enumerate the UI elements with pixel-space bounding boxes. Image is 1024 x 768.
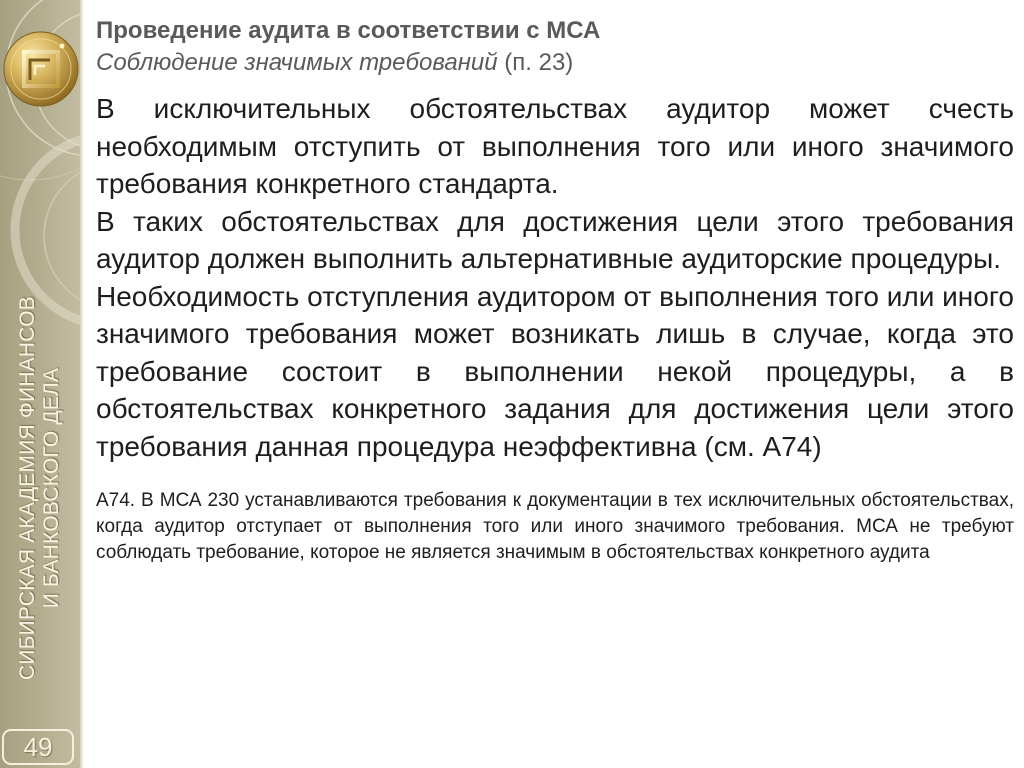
- slide-body: [96, 90, 1014, 566]
- subtitle-reference: (п. 23): [504, 49, 574, 76]
- body-paragraph-2: В таких обстоятельствах для достижения цели этого требования аудитор должен выполнить альтернативные аудиторские процедуры.: [96, 205, 1014, 274]
- organization-name-line-2: И БАНКОВСКОГО ДЕЛА: [40, 367, 63, 609]
- slide-title: Проведение аудита в соответствии с МСА: [96, 17, 601, 44]
- organization-name-line-1: СИБИРСКАЯ АКАДЕМИЯ ФИНАНСОВ: [16, 296, 39, 680]
- body-paragraph-1: В исключительных обстоятельствах аудитор может счесть необходимым отступить от выполнения того или иного значимого требования конкретного стандарта.: [96, 93, 1014, 199]
- slide-header: [96, 15, 1006, 79]
- academy-logo-icon: [2, 30, 80, 108]
- slide-subtitle: [96, 47, 1006, 79]
- page-number-badge: 49: [2, 729, 74, 765]
- sidebar: [0, 0, 80, 768]
- subtitle-topic: Соблюдение значимых требований: [96, 49, 498, 76]
- footnote-a74: А74. В МСА 230 устанавливаются требования к документации в тех исключительных обстоятельствах, когда аудитор отступает от выполнения того или иного значимого требования. МСА не требуют соблюдать требование, которое не является значимым в обстоятельствах конкретного аудита: [96, 490, 1014, 563]
- body-paragraph-3: Необходимость отступления аудитором от выполнения того или иного значимого требования может возникать лишь в случае, когда это требование состоит в выполнении некой процедуры, а в обстоятельствах конкретного задания для достижения цели этого требования данная процедура неэффективна (см. А74): [96, 280, 1014, 462]
- organization-name: [4, 273, 76, 703]
- sidebar-divider: [80, 0, 83, 768]
